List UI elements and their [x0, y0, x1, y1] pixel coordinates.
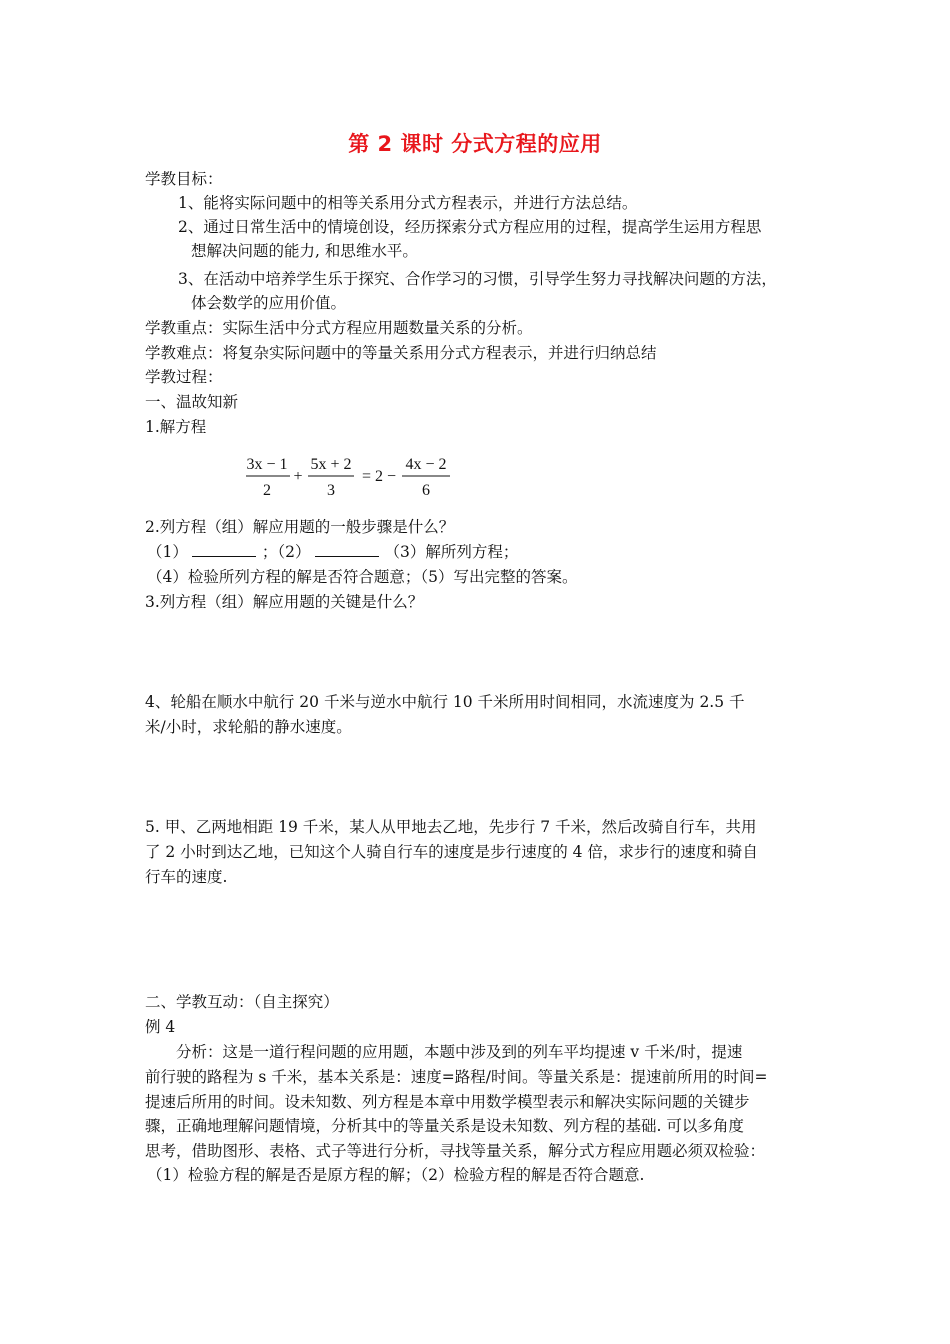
analysis-line: 分析：这是一道行程问题的应用题，本题中涉及到的列车平均提速 v 千米/时，提速 — [145, 1043, 743, 1061]
question-5-line-2: 了 2 小时到达乙地，已知这个人骑自行车的速度是步行速度的 4 倍，求步行的速度和骑自 — [145, 843, 758, 861]
objective-item: 想解决问题的能力, 和思维水平。 — [191, 242, 418, 260]
step-1-label: （1） — [147, 543, 188, 561]
question-5-line-1: 5. 甲、乙两地相距 19 千米，某人从甲地去乙地，先步行 7 千米，然后改骑自行车，共用 — [145, 818, 757, 836]
section2-heading: 二、学教互动：（自主探究） — [145, 993, 339, 1011]
step-3-label: （3）解所列方程； — [384, 543, 519, 561]
fraction-2-denominator: 3 — [327, 482, 335, 499]
question-3: 3.列方程（组）解应用题的关键是什么？ — [145, 593, 424, 611]
fraction-1-denominator: 2 — [263, 482, 271, 499]
page-title: 第 2 课时 分式方程的应用 — [348, 132, 602, 156]
analysis-line: 提速后所用的时间。设未知数、列方程是本章中用数学模型表示和解决实际问题的关键步 — [145, 1093, 750, 1111]
steps-line-2: （4）检验所列方程的解是否符合题意；（5）写出完整的答案。 — [147, 568, 578, 586]
equals-two-minus: = 2 − — [361, 468, 397, 485]
question-1: 1.解方程 — [145, 418, 207, 436]
plus-sign: + — [293, 468, 303, 485]
answer-blank-2[interactable] — [315, 542, 379, 557]
question-2: 2.列方程（组）解应用题的一般步骤是什么？ — [145, 518, 455, 536]
step-2-label: ；（2） — [261, 543, 311, 561]
example-label: 例 4 — [145, 1018, 176, 1036]
fraction-1-numerator: 3x − 1 — [246, 456, 288, 473]
key-point: 学教重点：实际生活中分式方程应用题数量关系的分析。 — [145, 319, 533, 337]
process-heading: 学教过程： — [145, 368, 223, 386]
section1-heading: 一、温故知新 — [145, 393, 239, 411]
question-5-line-3: 行车的速度. — [145, 868, 228, 886]
fraction-3-denominator: 6 — [422, 482, 430, 499]
analysis-line: 骤，正确地理解问题情境，分析其中的等量关系是设未知数、列方程的基础. 可以多角度 — [145, 1117, 744, 1135]
difficulty: 学教难点：将复杂实际问题中的等量关系用分式方程表示，并进行归纳总结 — [145, 344, 657, 362]
objectives-heading: 学教目标： — [145, 170, 223, 188]
fraction-equation — [244, 452, 464, 502]
question-4-line-1: 4、轮船在顺水中航行 20 千米与逆水中航行 10 千米所用时间相同，水流速度为 2.5 千 — [145, 693, 745, 711]
analysis-line: 前行驶的路程为 s 千米，基本关系是：速度=路程/时间。等量关系是：提速前所用的时间= — [145, 1068, 768, 1086]
steps-line-1 — [147, 541, 518, 563]
fraction-2-numerator: 5x + 2 — [310, 456, 352, 473]
objective-item: 2、通过日常生活中的情境创设，经历探索分式方程应用的过程，提高学生运用方程思 — [178, 218, 762, 236]
analysis-line: 思考，借助图形、表格、式子等进行分析，寻找等量关系，解分式方程应用题必须双检验： — [145, 1142, 766, 1160]
question-4-line-2: 米/小时，求轮船的静水速度。 — [145, 718, 352, 736]
objective-item: 3、在活动中培养学生乐于探究、合作学习的习惯，引导学生努力寻找解决问题的方法， — [178, 270, 777, 288]
objective-item: 1、能将实际问题中的相等关系用分式方程表示，并进行方法总结。 — [178, 194, 638, 212]
answer-blank-1[interactable] — [192, 542, 256, 557]
objective-item: 体会数学的应用价值。 — [191, 294, 347, 312]
fraction-3-numerator: 4x − 2 — [405, 456, 447, 473]
analysis-line: （1）检验方程的解是否是原方程的解；（2）检验方程的解是否符合题意. — [147, 1166, 645, 1184]
